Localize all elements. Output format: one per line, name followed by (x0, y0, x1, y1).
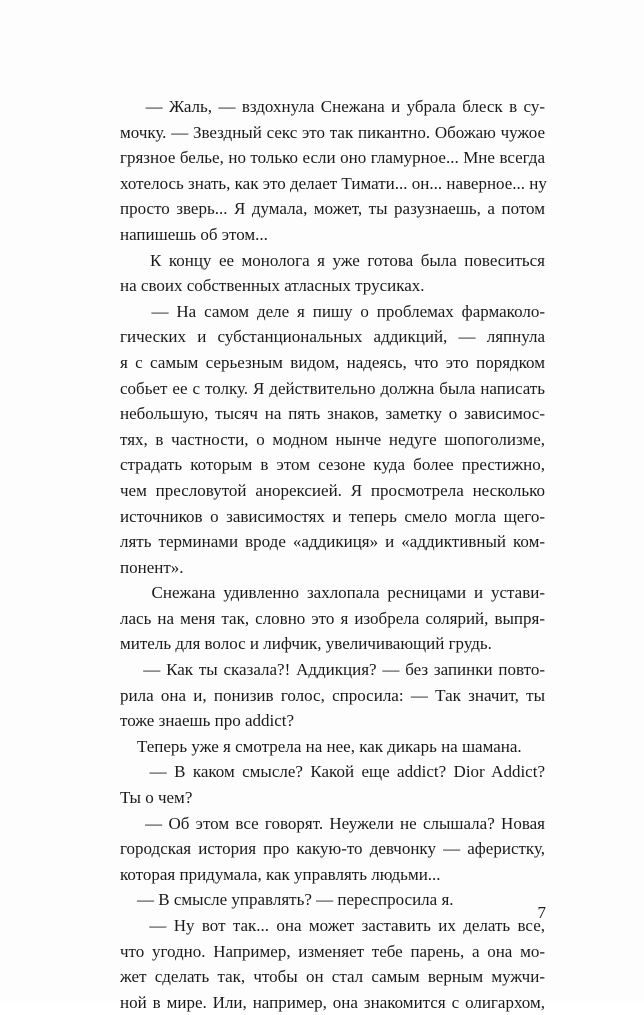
text-line: городская история про какую-то девчонку — аферистку, (120, 839, 545, 859)
text-line: собьет ее с толку. Я действительно должна была написать (120, 378, 545, 398)
text-line: просто зверь... Я думала, может, ты разузнаешь, а потом (120, 199, 545, 219)
body-text (120, 94, 545, 1015)
text-line: митель для волос и лифчик, увеличивающий грудь. (120, 634, 492, 654)
text-line: жет сделать так, чтобы он стал самым верным мужчи- (120, 967, 545, 987)
text-line: — Жаль, — вздохнула Снежана и убрала блеск в су- (120, 97, 545, 116)
text-line: хотелось знать, как это делает Тимати... он... наверное... ну (120, 173, 547, 193)
text-line: — В смысле управлять? — переспросила я. (120, 890, 454, 910)
text-line: грязное белье, но только если оно гламурное... Мне всегда (120, 148, 545, 168)
text-line: Ты о чем? (120, 788, 193, 808)
text-line: Снежана удивленно захлопала ресницами и устави- (120, 583, 545, 603)
text-line: ной в мире. Или, например, она знакомится с олигархом, (120, 992, 545, 1012)
page-number: 7 (537, 903, 546, 922)
text-line: напишешь об этом... (120, 224, 268, 244)
text-line: — Ну вот так... она может заставить их делать все, (120, 916, 545, 935)
text-line: — На самом деле я пишу о проблемах фармаколо- (120, 301, 545, 321)
text-line: небольшую, тысяч на пять знаков, заметку о зависимос- (120, 404, 545, 424)
text-line: что угодно. Например, изменяет тебе парень, а она мо- (120, 941, 545, 961)
text-line: тоже знаешь про addict? (120, 711, 295, 731)
text-line: которая придумала, как управлять людьми... (120, 864, 441, 884)
text-line: мочку. — Звездный секс это так пикантно. Обожаю чужое (120, 122, 545, 142)
text-line: — В каком смысле? Какой еще addict? Dior Addict? (120, 762, 545, 782)
text-line: лять терминами вроде «аддикиця» и «аддиктивный ком- (120, 532, 545, 552)
text-line: К концу ее монолога я уже готова была повеситься (120, 250, 545, 270)
text-line: — Как ты сказала?! Аддикция? — без запинки повто- (120, 660, 545, 680)
text-line: страдать которым в этом сезоне куда более престижно, (120, 455, 545, 475)
text-line: Теперь уже я смотрела на нее, как дикарь на шамана. (120, 736, 522, 756)
text-line: источников о зависимостях и теперь смело могла щего- (120, 506, 545, 526)
text-line: чем пресловутой анорексией. Я просмотрела несколько (120, 480, 545, 500)
text-line: лась на меня так, словно это я изобрела солярий, выпря- (120, 608, 545, 628)
text-line: понент». (120, 557, 184, 577)
text-line: рила она и, понизив голос, спросила: — Так значит, ты (120, 685, 545, 705)
text-line: гических и субстанциональных аддикций, — ляпнула (120, 327, 545, 347)
text-line: тях, в частности, о модном нынче недуге шопоголизме, (120, 429, 545, 449)
text-line: на своих собственных атласных трусиках. (120, 276, 425, 296)
text-line: я с самым серьезным видом, надеясь, что это порядком (120, 352, 545, 372)
text-line: — Об этом все говорят. Неужели не слышала? Новая (120, 813, 545, 833)
